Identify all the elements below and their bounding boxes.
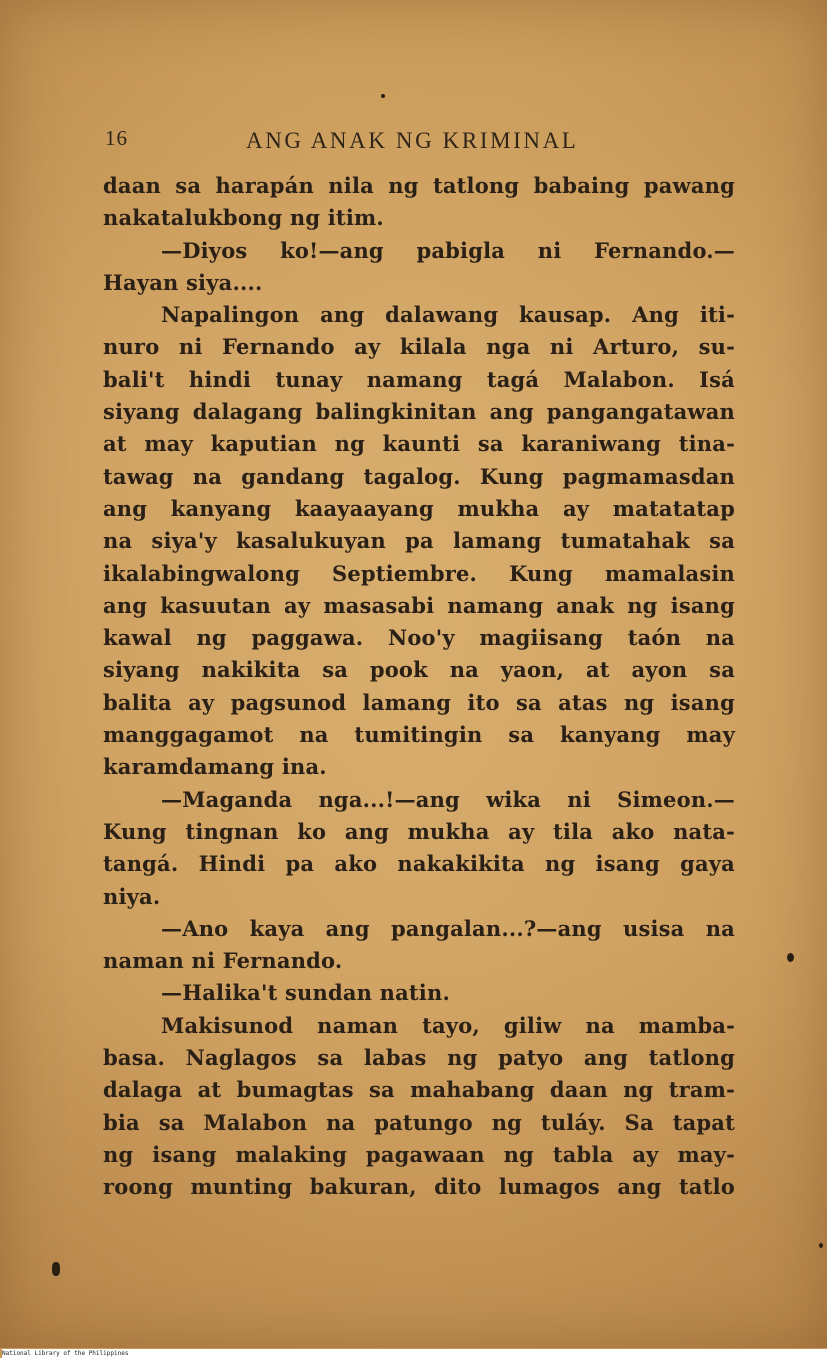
text-line: basa. Naglagos sa labas ng patyo ang tatlong	[103, 1045, 735, 1071]
text-line: roong munting bakuran, dito lumagos ang tatlo	[103, 1174, 735, 1200]
text-line: tawag na gandang tagalog. Kung pagmamasdan	[103, 463, 735, 489]
text-line: tangá. Hindi pa ako nakakikita ng isang gaya	[103, 851, 735, 877]
ink-speck	[381, 94, 385, 98]
ink-speck	[819, 1243, 823, 1248]
ink-speck	[52, 1262, 60, 1276]
text-line: —Diyos ko!—ang pabigla ni Fernando.—	[161, 237, 735, 263]
text-line: nuro ni Fernando ay kilala nga ni Arturo, su-	[103, 334, 735, 360]
text-line: nakatalukbong ng itim.	[103, 205, 384, 231]
text-line: naman ni Fernando.	[103, 948, 343, 974]
text-line: dalaga at bumagtas sa mahabang daan ng tram-	[103, 1077, 735, 1103]
text-line: kawal ng paggawa. Noo'y magiisang taón na	[103, 625, 735, 651]
text-line: —Ano kaya ang pangalan...?—ang usisa na	[161, 915, 735, 941]
text-line: niya.	[103, 883, 161, 909]
text-line: bia sa Malabon na patungo ng tuláy. Sa tapat	[103, 1109, 735, 1135]
text-line: ng isang malaking pagawaan ng tabla ay may-	[103, 1141, 735, 1167]
text-line: Napalingon ang dalawang kausap. Ang iti-	[161, 302, 735, 328]
text-line: daan sa harapán nila ng tatlong babaing pawang	[103, 173, 735, 198]
page-number: 16	[105, 126, 128, 150]
text-line: at may kaputian ng kaunti sa karaniwang tina-	[103, 431, 735, 457]
text-line: —Maganda nga...!—ang wika ni Simeon.—	[161, 786, 735, 812]
text-line: bali't hindi tunay namang tagá Malabon. Isá	[103, 366, 735, 392]
text-line: ang kanyang kaayaayang mukha ay matatatap	[103, 495, 735, 521]
library-credit: National Library of the Philippines	[2, 1349, 827, 1358]
text-line: manggagamot na tumitingin sa kanyang may	[103, 722, 735, 748]
text-line: siyang nakikita sa pook na yaon, at ayon sa	[103, 657, 735, 683]
ink-speck	[787, 953, 794, 962]
book-title: ANG ANAK NG KRIMINAL	[246, 128, 579, 153]
text-line: na siya'y kasalukuyan pa lamang tumatahak sa	[103, 528, 735, 554]
text-line: balita ay pagsunod lamang ito sa atas ng isang	[103, 689, 735, 715]
text-line: Makisunod naman tayo, giliw na mamba-	[161, 1012, 735, 1038]
text-line: Kung tingnan ko ang mukha ay tila ako nata-	[103, 818, 735, 844]
running-head	[0, 126, 827, 160]
body-text	[103, 170, 735, 1204]
text-line: ikalabingwalong Septiembre. Kung mamalasin	[103, 560, 735, 586]
text-line: ang kasuutan ay masasabi namang anak ng isang	[103, 592, 735, 618]
text-line: —Halika't sundan natin.	[161, 980, 450, 1006]
text-line: Hayan siya....	[103, 269, 263, 295]
text-line: karamdamang ina.	[103, 754, 327, 780]
text-line: siyang dalagang balingkinitan ang pangangatawan	[103, 399, 735, 425]
